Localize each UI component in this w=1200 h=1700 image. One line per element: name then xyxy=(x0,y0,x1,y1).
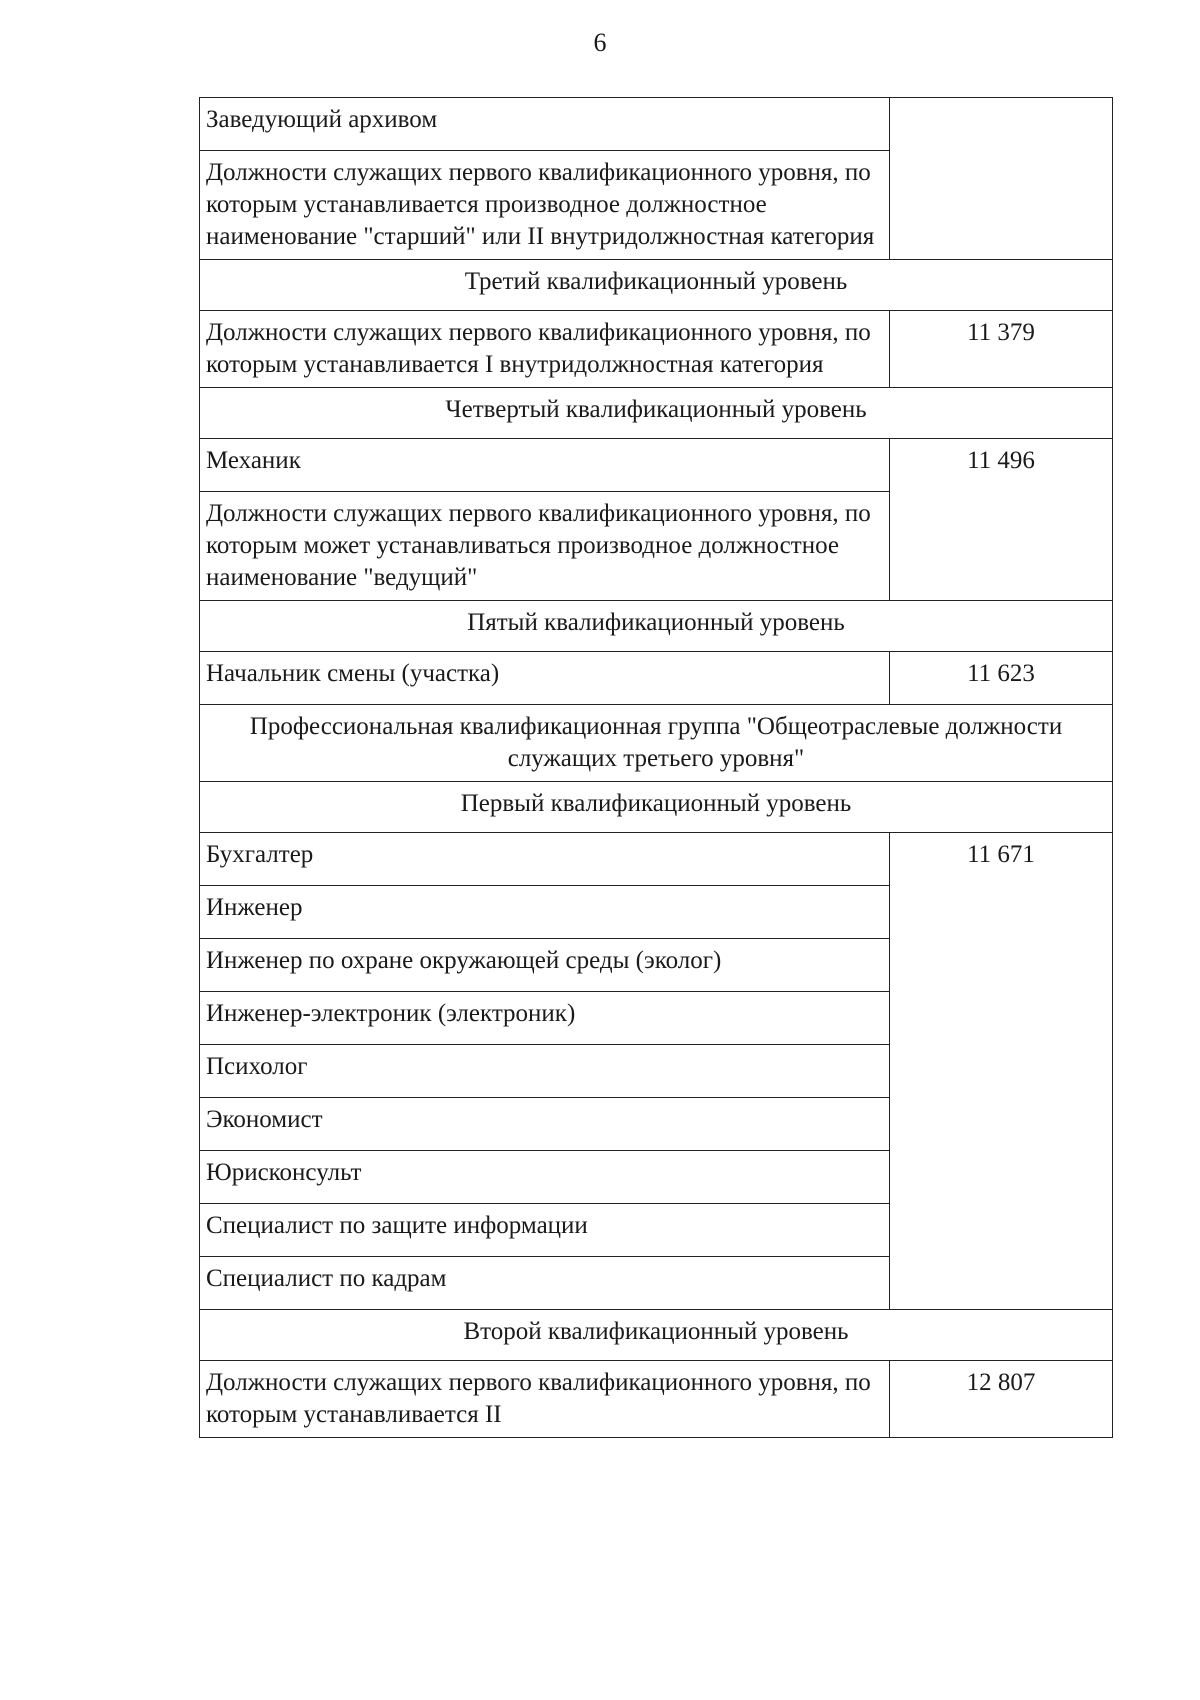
level-heading: Пятый квалификационный уровень xyxy=(200,601,1113,652)
position-cell: Бухгалтер xyxy=(200,833,890,886)
group-heading: Профессиональная квалификационная группа "Общеотраслевые должности служащих третьего уровня" xyxy=(200,705,1113,782)
position-cell: Инженер-электроник (электроник) xyxy=(200,992,890,1045)
level-heading-row xyxy=(200,601,1113,652)
position-cell: Психолог xyxy=(200,1045,890,1098)
level-heading: Четвертый квалификационный уровень xyxy=(200,388,1113,439)
position-cell: Должности служащих первого квалификационного уровня, по которым устанавливается I внутридолжностная категория xyxy=(200,311,890,388)
table-row xyxy=(200,311,1113,388)
position-cell: Юрисконсульт xyxy=(200,1151,890,1204)
level-heading: Первый квалификационный уровень xyxy=(200,782,1113,833)
position-cell: Должности служащих первого квалификационного уровня, по которым устанавливается II xyxy=(200,1361,890,1438)
position-cell: Механик xyxy=(200,439,890,492)
level-heading-row xyxy=(200,782,1113,833)
level-heading: Второй квалификационный уровень xyxy=(200,1310,1113,1361)
level-heading-row xyxy=(200,260,1113,311)
salary-cell-empty xyxy=(890,98,1113,260)
group-heading-row xyxy=(200,705,1113,782)
salary-cell: 11 496 xyxy=(890,439,1113,601)
position-cell: Инженер xyxy=(200,886,890,939)
position-cell: Инженер по охране окружающей среды (эколог) xyxy=(200,939,890,992)
position-cell: Специалист по кадрам xyxy=(200,1257,890,1310)
salary-cell: 11 379 xyxy=(890,311,1113,388)
position-cell: Специалист по защите информации xyxy=(200,1204,890,1257)
level-heading-row xyxy=(200,1310,1113,1361)
table-row xyxy=(200,652,1113,705)
salary-cell: 11 671 xyxy=(890,833,1113,1310)
table-row xyxy=(200,439,1113,492)
position-cell: Заведующий архивом xyxy=(200,98,890,151)
position-cell: Должности служащих первого квалификационного уровня, по которым может устанавливаться производное должностное наименование "ведущий" xyxy=(200,492,890,601)
table-row xyxy=(200,98,1113,151)
position-cell: Экономист xyxy=(200,1098,890,1151)
level-heading-row xyxy=(200,388,1113,439)
position-cell: Должности служащих первого квалификационного уровня, по которым устанавливается производное должностное наименование "старший" или II внутридолжностная категория xyxy=(200,151,890,260)
page-number: 6 xyxy=(593,28,607,57)
table-row xyxy=(200,833,1113,886)
salary-table xyxy=(199,97,1113,1438)
table-row xyxy=(200,1361,1113,1438)
position-cell: Начальник смены (участка) xyxy=(200,652,890,705)
level-heading: Третий квалификационный уровень xyxy=(200,260,1113,311)
salary-cell: 11 623 xyxy=(890,652,1113,705)
salary-cell: 12 807 xyxy=(890,1361,1113,1438)
